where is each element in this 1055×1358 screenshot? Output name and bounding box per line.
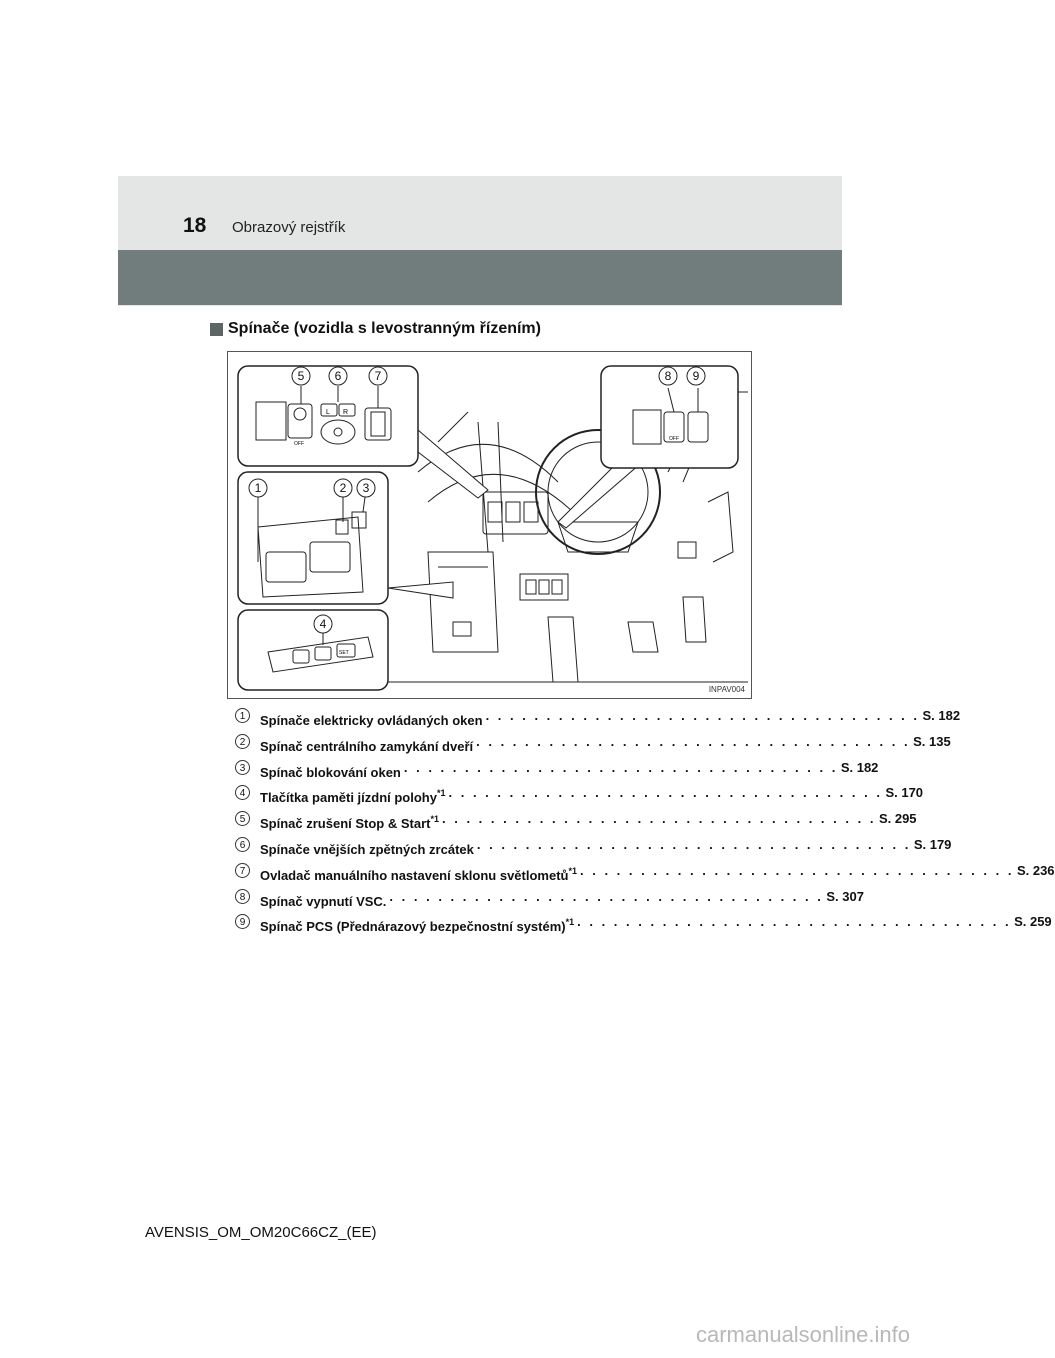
leader-dots: . . . . . . . . . . . . . . . . . . . . . . . . . . . . . . . . . . . .: [476, 836, 911, 852]
legend-label: Spínač PCS (Přednárazový bezpečnostní systém)$^{*1}$: [260, 917, 575, 935]
callout-5: 5: [297, 369, 305, 383]
page-reference[interactable]: S. 182: [840, 759, 879, 775]
leader-dots: . . . . . . . . . . . . . . . . . . . . . . . . . . . . . . . . . . . .: [389, 888, 824, 904]
callout-9: 9: [692, 369, 700, 383]
legend-label: Spínač vypnutí VSC.: [260, 893, 387, 909]
legend-item: [235, 707, 961, 733]
legend-number: 3: [235, 760, 250, 775]
legend-label: Spínače vnějších zpětných zrcátek: [260, 841, 474, 857]
legend-label: Spínače elektricky ovládaných oken: [260, 713, 483, 728]
page-reference[interactable]: S. 179: [913, 836, 952, 852]
callout-1: 1: [254, 481, 262, 495]
footer-manual-code: AVENSIS_OM_OM20C66CZ_(EE): [145, 1224, 377, 1241]
svg-text:SET: SET: [339, 650, 349, 656]
page-reference[interactable]: S. 236: [1016, 862, 1055, 878]
legend-label: Spínač centrálního zamykání dveří: [260, 738, 474, 754]
legend-number: 9: [235, 914, 250, 929]
leader-dots: . . . . . . . . . . . . . . . . . . . . . . . . . . . . . . . . . . . .: [485, 708, 920, 723]
dashboard-drawing: [228, 352, 751, 698]
svg-text:L: L: [326, 409, 330, 416]
section-title-text: Spínače (vozidla s levostranným řízením): [228, 320, 541, 337]
leader-dots: . . . . . . . . . . . . . . . . . . . . . . . . . . . . . . . . . . . .: [577, 914, 1012, 930]
legend-number: 4: [235, 785, 250, 800]
legend-item: [235, 733, 951, 759]
callout-7: 7: [374, 369, 382, 383]
page-reference[interactable]: S. 135: [913, 733, 951, 749]
legend-item: [235, 888, 864, 914]
leader-dots: . . . . . . . . . . . . . . . . . . . . . . . . . . . . . . . . . . . .: [403, 759, 838, 775]
legend-item: [235, 810, 917, 836]
svg-text:R: R: [343, 409, 349, 416]
legend-number: 7: [235, 863, 250, 878]
header-title: Obrazový rejstřík: [232, 219, 346, 236]
callout-4: 4: [319, 617, 327, 631]
header-dark-bar: [118, 250, 842, 305]
callout-2: 2: [339, 481, 347, 495]
legend-label: Spínač zrušení Stop & Start$^{*1}$: [260, 814, 439, 832]
page-reference[interactable]: S. 307: [826, 888, 864, 904]
page-reference[interactable]: S. 259: [1014, 914, 1052, 930]
legend-item: [235, 862, 1055, 888]
page-reference[interactable]: S. 295: [878, 811, 917, 827]
callout-3: 3: [362, 481, 370, 495]
watermark[interactable]: carmanualsonline.info: [695, 1322, 910, 1347]
leader-dots: . . . . . . . . . . . . . . . . . . . . . . . . . . . . . . . . . . . .: [442, 811, 876, 827]
legend-number: 1: [235, 708, 250, 723]
page-reference[interactable]: S. 170: [885, 785, 924, 801]
svg-text:OFF: OFF: [294, 441, 304, 447]
callout-8: 8: [664, 369, 672, 383]
legend-number: 5: [235, 811, 250, 826]
legend-number: 8: [235, 889, 250, 904]
page-number: 18: [183, 214, 207, 237]
figure-code: INPAV004: [708, 685, 745, 694]
leader-dots: . . . . . . . . . . . . . . . . . . . . . . . . . . . . . . . . . . . .: [580, 862, 1014, 878]
legend-item: [235, 784, 924, 810]
leader-dots: . . . . . . . . . . . . . . . . . . . . . . . . . . . . . . . . . . . .: [448, 785, 883, 801]
legend-label: Spínač blokování oken: [260, 764, 401, 780]
page-reference[interactable]: S. 182: [922, 708, 961, 723]
legend-label: Ovladač manuálního nastavení sklonu světlometů$^{*1}$: [260, 865, 577, 883]
svg-text:OFF: OFF: [669, 436, 679, 442]
legend-label: Tlačítka paměti jízdní polohy$^{*1}$: [260, 788, 446, 806]
leader-dots: . . . . . . . . . . . . . . . . . . . . . . . . . . . . . . . . . . . .: [476, 733, 911, 749]
legend-number: 6: [235, 837, 250, 852]
section-title: [210, 320, 541, 338]
callout-6: 6: [334, 369, 342, 383]
legend-number: 2: [235, 734, 250, 749]
legend-item: [235, 836, 952, 862]
legend-item: [235, 913, 1052, 939]
legend-item: [235, 759, 879, 785]
switches-illustration: [227, 351, 752, 699]
legend-list: [235, 707, 1055, 939]
section-marker-icon: [210, 323, 223, 336]
